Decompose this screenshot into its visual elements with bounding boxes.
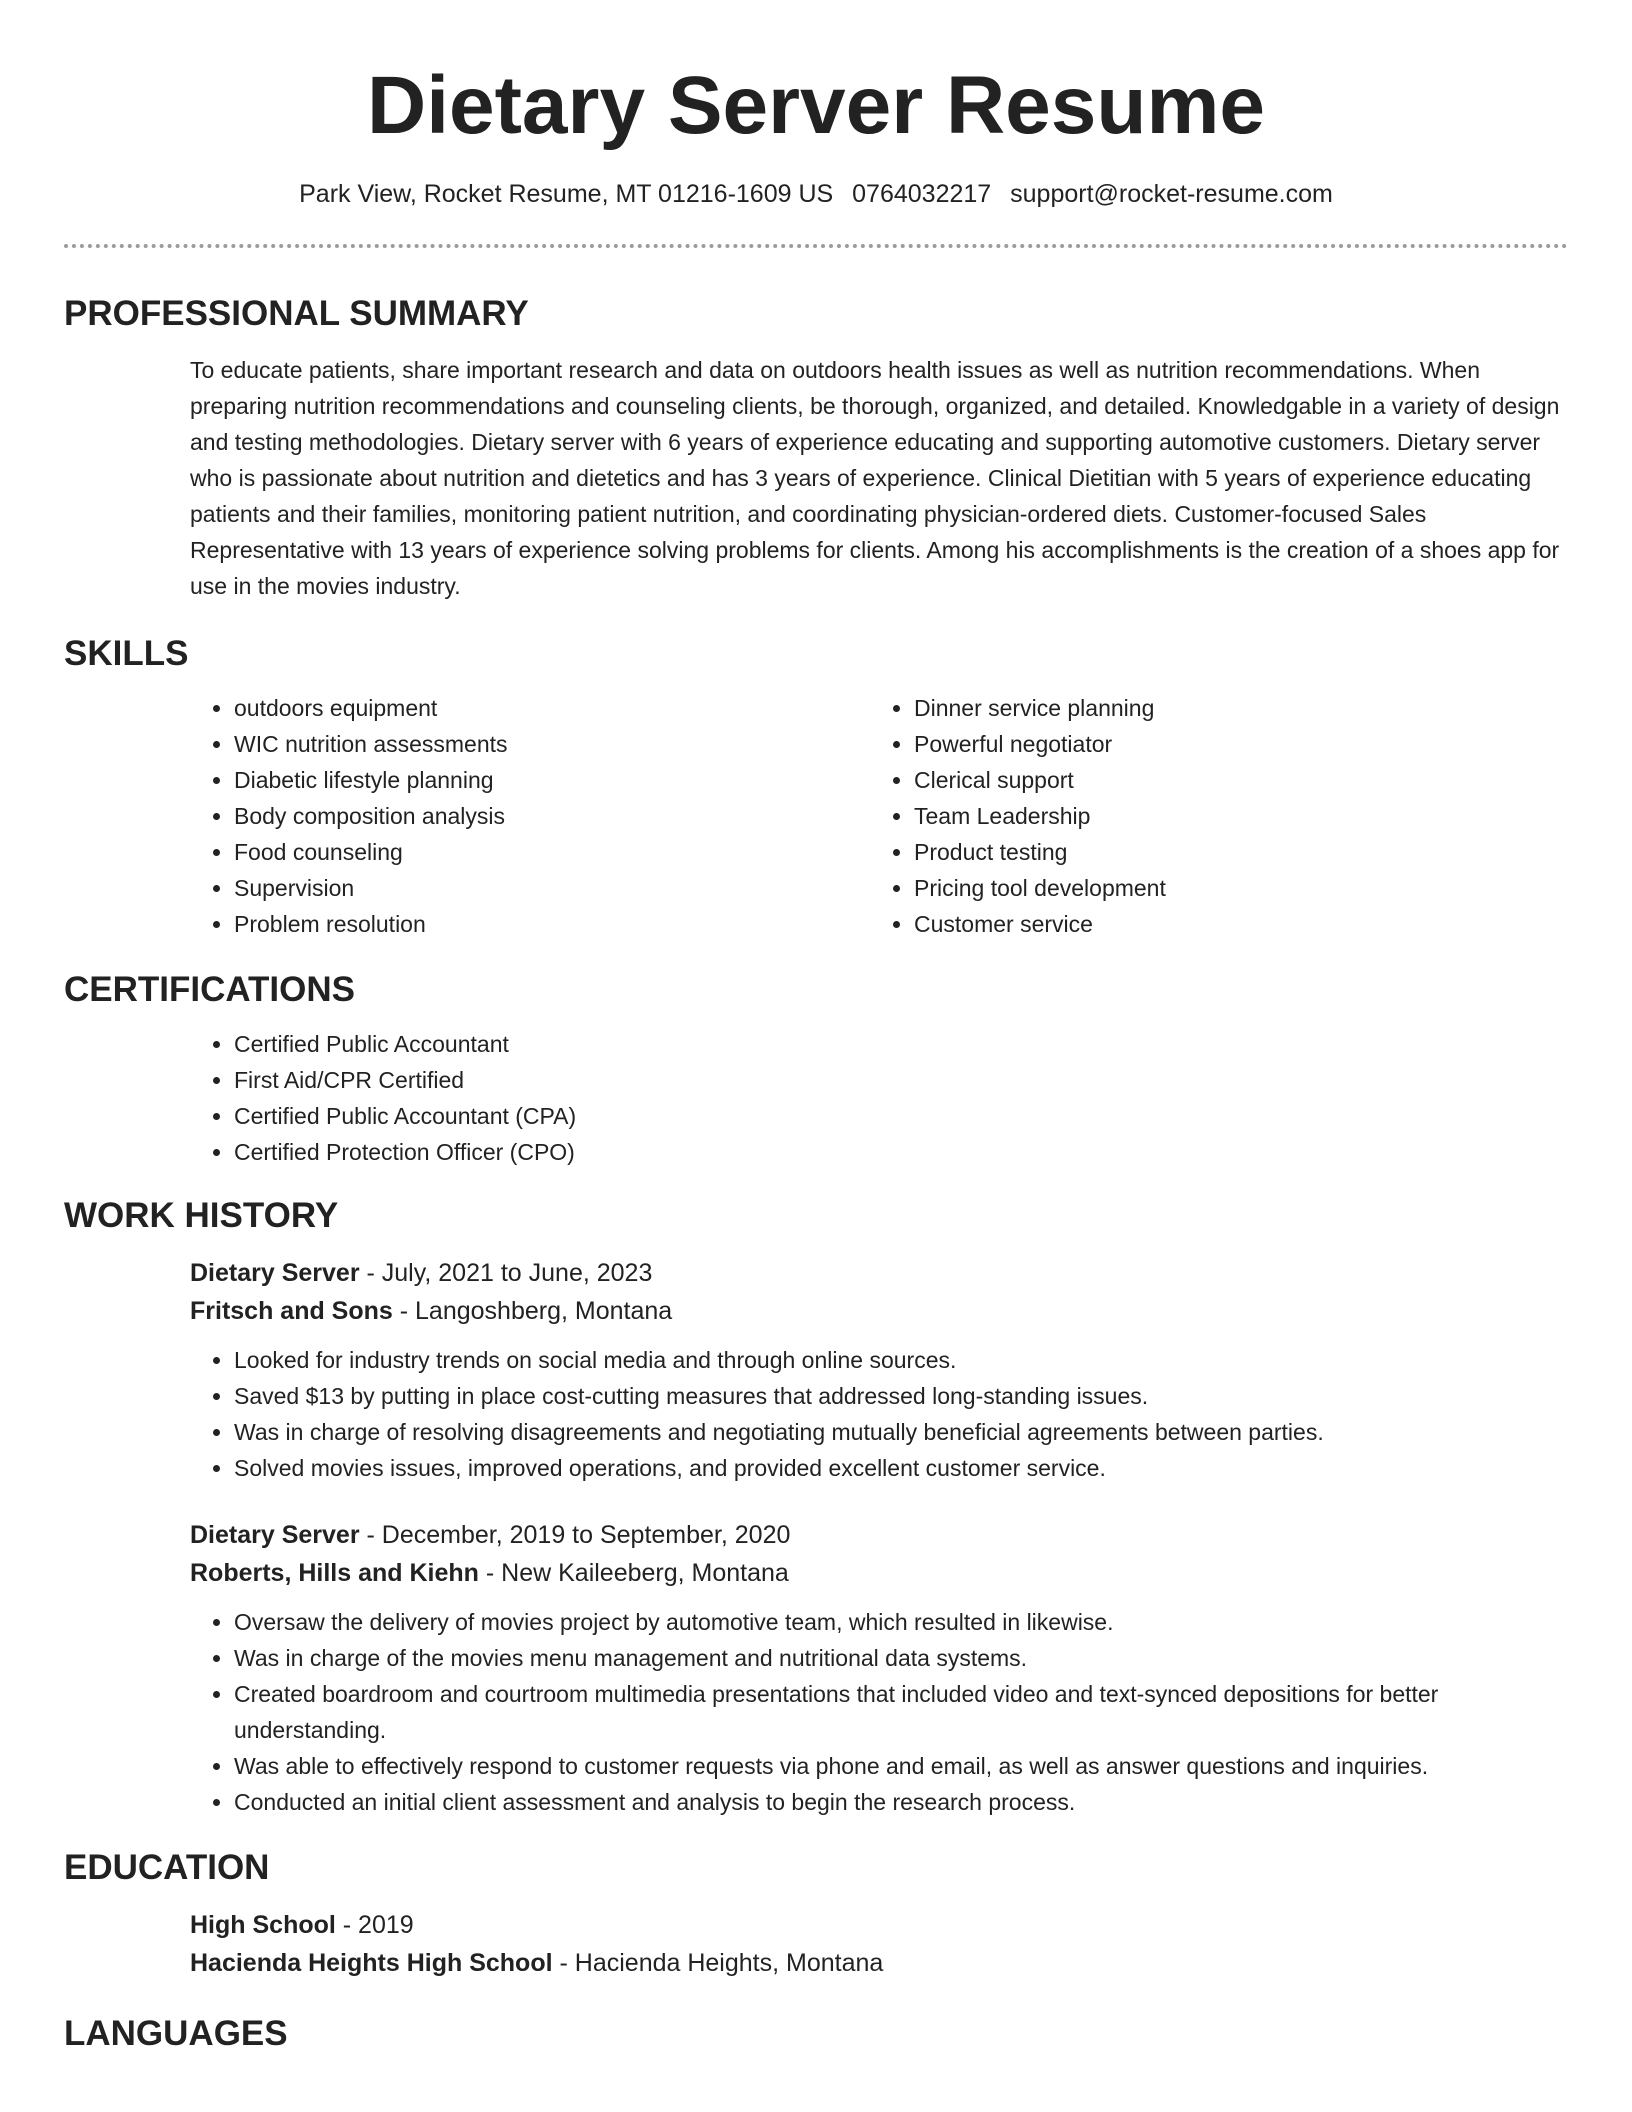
list-item: • outdoors equipment (234, 690, 870, 726)
contact-phone: 0764032217 (852, 180, 992, 208)
job-company: Roberts, Hills and Kiehn (190, 1559, 479, 1587)
summary-text: To educate patients, share important research and data on outdoors health issues as well as nutrition recommendations. When preparing nutrition recommendations and counseling clients, be thorough, organized, and detailed. Knowledgable in a variety of design and testing methodologies. Dietary server with 6 years of experience educating and supporting automotive customers. Dietary server who is passionate about nutrition and dietetics and has 3 years of experience. Clinical Dietitian with 5 years of experience educating patients and their families, monitoring patient nutrition, and coordinating physician-ordered diets. Customer-focused Sales Representative with 13 years of experience solving problems for clients. Among his accomplishments is the creation of a shoes app for use in the movies industry. (190, 357, 1560, 599)
list-item: • Pricing tool development (914, 870, 1550, 906)
list-item: • Certified Public Accountant (CPA) (234, 1098, 1568, 1134)
list-item: • Problem resolution (234, 906, 870, 942)
job-entry (190, 1254, 1568, 1486)
list-item: • Customer service (914, 906, 1550, 942)
skills-column-left (190, 674, 870, 942)
skills-column-right (870, 674, 1550, 942)
contact-line (64, 178, 1568, 210)
resume-title: Dietary Server Resume (367, 60, 1265, 151)
education-degree: High School (190, 1911, 336, 1939)
list-item: • WIC nutrition assessments (234, 726, 870, 762)
header-divider (64, 244, 1568, 248)
list-item: • Saved $13 by putting in place cost-cutting measures that addressed long-standing issues. (234, 1378, 1574, 1414)
skills-list (190, 674, 1568, 942)
list-item: • Product testing (914, 834, 1550, 870)
list-item: • Food counseling (234, 834, 870, 870)
education-school: Hacienda Heights High School (190, 1949, 553, 1977)
list-item: • Was in charge of the movies menu management and nutritional data systems. (234, 1640, 1574, 1676)
list-item: • Oversaw the delivery of movies project by automotive team, which resulted in likewise. (234, 1604, 1574, 1640)
list-item: • Diabetic lifestyle planning (234, 762, 870, 798)
education-school-line (190, 1944, 1568, 1982)
list-item: • Was able to effectively respond to customer requests via phone and email, as well as answer questions and inquiries. (234, 1748, 1574, 1784)
list-item: • Looked for industry trends on social media and through online sources. (234, 1342, 1574, 1378)
skills-heading: SKILLS (64, 634, 189, 673)
job-title: Dietary Server (190, 1259, 360, 1287)
job-company: Fritsch and Sons (190, 1297, 393, 1325)
education-year: - 2019 (335, 1911, 414, 1939)
list-item: • Supervision (234, 870, 870, 906)
contact-address: Park View, Rocket Resume, MT 01216-1609 US (299, 180, 834, 208)
job-title-line (190, 1516, 1568, 1554)
list-item: • First Aid/CPR Certified (234, 1062, 1568, 1098)
certifications-heading: CERTIFICATIONS (64, 970, 356, 1009)
list-item: • Certified Protection Officer (CPO) (234, 1134, 1568, 1170)
languages-heading: LANGUAGES (64, 2014, 288, 2053)
work-history-heading: WORK HISTORY (64, 1196, 339, 1235)
list-item: • Body composition analysis (234, 798, 870, 834)
list-item: • Created boardroom and courtroom multimedia presentations that included video and text-synced depositions for better understanding. (234, 1676, 1574, 1748)
list-item: • Conducted an initial client assessment and analysis to begin the research process. (234, 1784, 1574, 1820)
resume-page (64, 0, 1568, 2054)
list-item: • Clerical support (914, 762, 1550, 798)
job-dates: - December, 2019 to September, 2020 (359, 1521, 791, 1549)
job-company-line (190, 1292, 1568, 1330)
certifications-list (190, 1026, 1568, 1170)
list-item: • Team Leadership (914, 798, 1550, 834)
education-heading: EDUCATION (64, 1848, 270, 1887)
list-item: • Was in charge of resolving disagreements and negotiating mutually beneficial agreements between parties. (234, 1414, 1574, 1450)
education-location: - Hacienda Heights, Montana (552, 1949, 884, 1977)
contact-email: support@rocket-resume.com (1010, 180, 1333, 208)
education-degree-line (190, 1906, 1568, 1944)
list-item: • Dinner service planning (914, 690, 1550, 726)
summary-heading: PROFESSIONAL SUMMARY (64, 294, 529, 333)
job-location: - Langoshberg, Montana (392, 1297, 673, 1325)
education-entry (190, 1906, 1568, 1982)
job-company-line (190, 1554, 1568, 1592)
job-title-line (190, 1254, 1568, 1292)
job-entry (190, 1516, 1568, 1820)
job-dates: - July, 2021 to June, 2023 (359, 1259, 653, 1287)
job-title: Dietary Server (190, 1521, 360, 1549)
list-item: • Solved movies issues, improved operations, and provided excellent customer service. (234, 1450, 1574, 1486)
job-location: - New Kaileeberg, Montana (478, 1559, 789, 1587)
list-item: • Powerful negotiator (914, 726, 1550, 762)
list-item: • Certified Public Accountant (234, 1026, 1568, 1062)
